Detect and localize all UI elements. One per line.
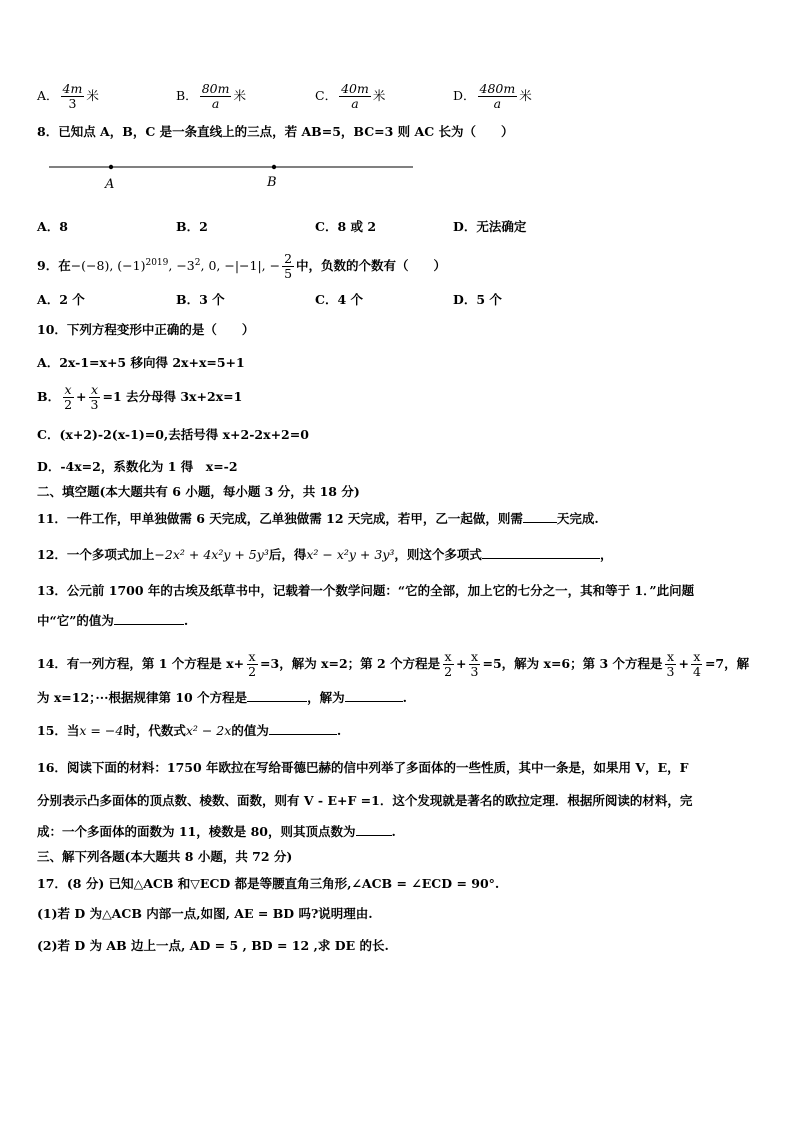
q14-blank-1 [247, 701, 307, 702]
q14-line-2: 为 x=12；···根据规律第 10 个方程是 ，解为 . [37, 690, 407, 705]
q13-blank [114, 624, 184, 625]
q11-blank [523, 522, 557, 523]
q10-option-a: A．2x-1=x+5 移向得 2x+x=5+1 [37, 355, 245, 370]
section-2-heading: 二、填空题(本大题共有 6 小题，每小题 3 分，共 18 分) [37, 484, 360, 499]
q11: 11．一件工作，甲单独做需 6 天完成，乙单独做需 12 天完成，若甲，乙一起做，则需 天完成. [37, 511, 599, 526]
q12: 12．一个多项式加上−2x² + 4x²y + 5y³后，得x² − x²y + 3y³，则这个多项式 ， [37, 547, 613, 562]
q17-part-1: (1)若 D 为△ACB 内部一点,如图, AE = BD 吗?说明理由. [37, 906, 373, 921]
q9-option-c: C．4 个 [315, 292, 363, 307]
q14-blank-2 [345, 701, 403, 702]
section-3-heading: 三、解下列各题(本大题共 8 小题，共 72 分) [37, 849, 293, 864]
point-a-label: A [105, 177, 115, 192]
q7-option-b: B． $\frac{80m}{a}$ 米 [176, 81, 246, 111]
point-b-label: B [267, 175, 277, 190]
q10-option-d: D．-4x=2，系数化为 1 得 x=-2 [37, 459, 238, 474]
q8-line-diagram [45, 155, 425, 195]
q8-stem: 8．已知点 A，B，C 是一条直线上的三点，若 AB=5，BC=3 则 AC 长为（ ） [37, 124, 514, 139]
q9-stem: 9．在−(−8), $(-1)^{2019}$, $-3^2$, 0, −|−1|, − $\frac{2}{5}$ 中，负数的个数有（ ） [37, 251, 447, 281]
q10-option-c: C．(x+2)-2(x-1)=0,去括号得 x+2-2x+2=0 [37, 427, 309, 442]
q16-line-3: 成：一个多面体的面数为 11，棱数是 80，则其顶点数为 . [37, 824, 396, 839]
q10-option-b: B． $\frac{x}{2}$ + $\frac{x}{3}$ =1 去分母得 3x+2x=1 [37, 382, 243, 412]
q15-blank [269, 734, 337, 735]
q13-line-2: 中“它”的值为 . [37, 613, 189, 628]
q7-a-fraction: $\frac{4m}{3}$ [62, 81, 83, 111]
q10-stem: 10．下列方程变形中正确的是（ ） [37, 322, 255, 337]
q9-option-d: D．5 个 [453, 292, 502, 307]
q17-part-2: (2)若 D 为 AB 边上一点, AD = 5 , BD = 12 ,求 DE 的长. [37, 938, 389, 953]
q7-option-d: D． $\frac{480m}{a}$ 米 [453, 81, 532, 111]
q8-option-a: A．8 [37, 219, 68, 234]
q7-option-c: C． $\frac{40m}{a}$ 米 [315, 81, 386, 111]
point-a [109, 165, 113, 169]
q12-blank [482, 558, 600, 559]
q8-option-c: C．8 或 2 [315, 219, 377, 234]
q7-option-a: A． $\frac{4m}{3}$ 米 [37, 81, 99, 111]
q8-option-b: B．2 [176, 219, 208, 234]
q15: 15．当x = −4时，代数式x² − 2x的值为 . [37, 723, 342, 738]
q9-option-a: A．2 个 [37, 292, 85, 307]
point-b [272, 165, 276, 169]
q16-blank [356, 835, 392, 836]
q9-option-b: B．3 个 [176, 292, 225, 307]
q17-stem: 17．(8 分) 已知△ACB 和▽ECD 都是等腰直角三角形,∠ACB = ∠ECD = 90°. [37, 876, 500, 891]
q16-line-1: 16．阅读下面的材料：1750 年欧拉在写给哥德巴赫的信中列举了多面体的一些性质，其中一条是，如果用 V，E，F [37, 760, 689, 775]
q8-option-d: D．无法确定 [453, 219, 527, 234]
q14-line-1: 14．有一列方程，第 1 个方程是 x+ $\frac{x}{2}$ =3，解为 x=2；第 2 个方程是 $\frac{x}{2}$ + $\frac{x}{3}$ =5，解为 x=6；第 3 个方程是 $\frac{x}{3}$ + $\frac{x}{4}$ =7，解 [37, 649, 750, 679]
q13-line-1: 13．公元前 1700 年的古埃及纸草书中，记载着一个数学问题：“它的全部，加上它的七分之一，其和等于 1．”此问题 [37, 583, 695, 598]
q16-line-2: 分别表示凸多面体的顶点数、棱数、面数，则有 V - E+F =1．这个发现就是著名的欧拉定理．根据所阅读的材料，完 [37, 793, 693, 808]
